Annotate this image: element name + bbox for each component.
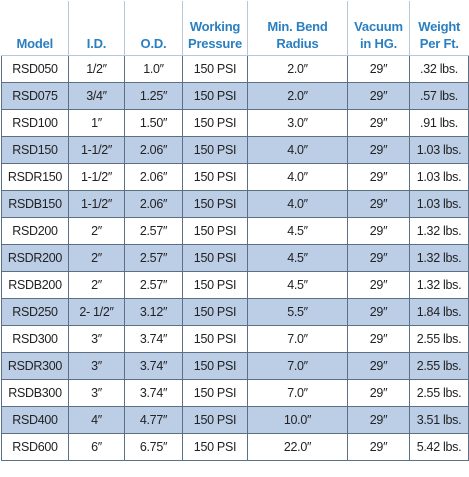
cell-working-pressure: 150 PSI xyxy=(183,245,248,272)
cell-working-pressure: 150 PSI xyxy=(183,137,248,164)
cell-id: 1/2″ xyxy=(69,56,125,83)
cell-model: RSD150 xyxy=(2,137,69,164)
cell-min-bend-radius: 4.0″ xyxy=(248,137,348,164)
table-row xyxy=(2,272,469,299)
cell-weight: 5.42 lbs. xyxy=(410,434,469,461)
cell-weight: 1.03 lbs. xyxy=(410,191,469,218)
cell-model: RSDB200 xyxy=(2,272,69,299)
table-row xyxy=(2,407,469,434)
cell-model: RSD075 xyxy=(2,83,69,110)
cell-vacuum: 29″ xyxy=(348,110,410,137)
cell-id: 2- 1/2″ xyxy=(69,299,125,326)
cell-vacuum: 29″ xyxy=(348,245,410,272)
cell-od: 1.25″ xyxy=(125,83,183,110)
cell-id: 2″ xyxy=(69,245,125,272)
cell-model: RSD250 xyxy=(2,299,69,326)
cell-working-pressure: 150 PSI xyxy=(183,110,248,137)
cell-id: 2″ xyxy=(69,218,125,245)
cell-min-bend-radius: 5.5″ xyxy=(248,299,348,326)
cell-vacuum: 29″ xyxy=(348,299,410,326)
cell-weight: 1.03 lbs. xyxy=(410,164,469,191)
header-od xyxy=(125,1,183,56)
cell-working-pressure: 150 PSI xyxy=(183,326,248,353)
cell-working-pressure: 150 PSI xyxy=(183,434,248,461)
cell-working-pressure: 150 PSI xyxy=(183,56,248,83)
header-working-pressure-line1: Working xyxy=(189,19,241,34)
cell-vacuum: 29″ xyxy=(348,83,410,110)
cell-model: RSDR300 xyxy=(2,353,69,380)
cell-id: 3/4″ xyxy=(69,83,125,110)
table-row xyxy=(2,218,469,245)
cell-vacuum: 29″ xyxy=(348,407,410,434)
cell-weight: 2.55 lbs. xyxy=(410,353,469,380)
header-vacuum-line1: Vacuum xyxy=(354,19,403,34)
cell-vacuum: 29″ xyxy=(348,218,410,245)
cell-od: 3.74″ xyxy=(125,326,183,353)
header-min-bend-radius-line1: Min. Bend xyxy=(267,19,328,34)
table-row xyxy=(2,326,469,353)
cell-vacuum: 29″ xyxy=(348,137,410,164)
header-id xyxy=(69,1,125,56)
cell-id: 1-1/2″ xyxy=(69,137,125,164)
cell-vacuum: 29″ xyxy=(348,56,410,83)
cell-id: 1″ xyxy=(69,110,125,137)
header-vacuum-line2: in HG. xyxy=(359,36,398,51)
table-row xyxy=(2,245,469,272)
table-row xyxy=(2,164,469,191)
cell-id: 4″ xyxy=(69,407,125,434)
cell-od: 3.74″ xyxy=(125,380,183,407)
cell-od: 4.77″ xyxy=(125,407,183,434)
header-working-pressure xyxy=(183,1,248,56)
cell-weight: .57 lbs. xyxy=(410,83,469,110)
cell-working-pressure: 150 PSI xyxy=(183,218,248,245)
header-weight xyxy=(410,1,469,56)
cell-model: RSD400 xyxy=(2,407,69,434)
cell-vacuum: 29″ xyxy=(348,272,410,299)
cell-model: RSD100 xyxy=(2,110,69,137)
cell-id: 3″ xyxy=(69,326,125,353)
cell-vacuum: 29″ xyxy=(348,164,410,191)
table-header xyxy=(2,1,469,56)
cell-working-pressure: 150 PSI xyxy=(183,164,248,191)
table-row xyxy=(2,83,469,110)
cell-od: 2.57″ xyxy=(125,245,183,272)
cell-od: 6.75″ xyxy=(125,434,183,461)
cell-od: 2.57″ xyxy=(125,272,183,299)
cell-weight: 1.32 lbs. xyxy=(410,272,469,299)
cell-weight: .91 lbs. xyxy=(410,110,469,137)
cell-model: RSD600 xyxy=(2,434,69,461)
cell-id: 3″ xyxy=(69,380,125,407)
cell-od: 2.06″ xyxy=(125,164,183,191)
header-working-pressure-line2: Pressure xyxy=(187,36,243,51)
cell-weight: 3.51 lbs. xyxy=(410,407,469,434)
table-row xyxy=(2,137,469,164)
table-row xyxy=(2,380,469,407)
cell-min-bend-radius: 4.5″ xyxy=(248,245,348,272)
cell-vacuum: 29″ xyxy=(348,380,410,407)
cell-model: RSDB300 xyxy=(2,380,69,407)
cell-working-pressure: 150 PSI xyxy=(183,407,248,434)
cell-min-bend-radius: 2.0″ xyxy=(248,83,348,110)
header-min-bend-radius-line2: Radius xyxy=(276,36,319,51)
header-id-line1: I.D. xyxy=(86,36,107,51)
cell-od: 3.12″ xyxy=(125,299,183,326)
cell-model: RSDR200 xyxy=(2,245,69,272)
cell-min-bend-radius: 4.5″ xyxy=(248,272,348,299)
cell-min-bend-radius: 10.0″ xyxy=(248,407,348,434)
table-row xyxy=(2,191,469,218)
cell-min-bend-radius: 4.5″ xyxy=(248,218,348,245)
cell-od: 2.06″ xyxy=(125,137,183,164)
header-row xyxy=(2,1,469,56)
cell-min-bend-radius: 7.0″ xyxy=(248,326,348,353)
cell-min-bend-radius: 3.0″ xyxy=(248,110,348,137)
cell-min-bend-radius: 7.0″ xyxy=(248,380,348,407)
cell-od: 1.50″ xyxy=(125,110,183,137)
cell-working-pressure: 150 PSI xyxy=(183,83,248,110)
cell-vacuum: 29″ xyxy=(348,353,410,380)
cell-min-bend-radius: 22.0″ xyxy=(248,434,348,461)
header-model-line1: Model xyxy=(16,36,54,51)
hose-spec-table xyxy=(1,1,469,461)
cell-id: 2″ xyxy=(69,272,125,299)
cell-weight: .32 lbs. xyxy=(410,56,469,83)
header-od-line1: O.D. xyxy=(140,36,167,51)
cell-model: RSD200 xyxy=(2,218,69,245)
cell-model: RSDB150 xyxy=(2,191,69,218)
cell-working-pressure: 150 PSI xyxy=(183,380,248,407)
cell-od: 2.57″ xyxy=(125,218,183,245)
header-min-bend-radius xyxy=(248,1,348,56)
cell-min-bend-radius: 4.0″ xyxy=(248,164,348,191)
cell-working-pressure: 150 PSI xyxy=(183,299,248,326)
cell-weight: 1.03 lbs. xyxy=(410,137,469,164)
cell-od: 1.0″ xyxy=(125,56,183,83)
cell-od: 3.74″ xyxy=(125,353,183,380)
cell-vacuum: 29″ xyxy=(348,434,410,461)
cell-vacuum: 29″ xyxy=(348,326,410,353)
table-row xyxy=(2,110,469,137)
header-model xyxy=(2,1,69,56)
spec-table-container xyxy=(1,1,468,475)
cell-od: 2.06″ xyxy=(125,191,183,218)
cell-working-pressure: 150 PSI xyxy=(183,191,248,218)
cell-weight: 1.32 lbs. xyxy=(410,245,469,272)
cell-id: 3″ xyxy=(69,353,125,380)
cell-weight: 2.55 lbs. xyxy=(410,380,469,407)
cell-id: 6″ xyxy=(69,434,125,461)
table-row xyxy=(2,299,469,326)
table-body xyxy=(2,56,469,461)
cell-working-pressure: 150 PSI xyxy=(183,353,248,380)
cell-weight: 1.84 lbs. xyxy=(410,299,469,326)
header-weight-line2: Per Ft. xyxy=(419,36,459,51)
cell-id: 1-1/2″ xyxy=(69,191,125,218)
cell-id: 1-1/2″ xyxy=(69,164,125,191)
cell-min-bend-radius: 7.0″ xyxy=(248,353,348,380)
cell-weight: 1.32 lbs. xyxy=(410,218,469,245)
cell-model: RSD050 xyxy=(2,56,69,83)
header-vacuum xyxy=(348,1,410,56)
table-row xyxy=(2,353,469,380)
cell-model: RSDR150 xyxy=(2,164,69,191)
cell-working-pressure: 150 PSI xyxy=(183,272,248,299)
cell-min-bend-radius: 2.0″ xyxy=(248,56,348,83)
cell-vacuum: 29″ xyxy=(348,191,410,218)
table-row xyxy=(2,56,469,83)
cell-model: RSD300 xyxy=(2,326,69,353)
cell-weight: 2.55 lbs. xyxy=(410,326,469,353)
cell-min-bend-radius: 4.0″ xyxy=(248,191,348,218)
header-weight-line1: Weight xyxy=(418,19,461,34)
table-row xyxy=(2,434,469,461)
